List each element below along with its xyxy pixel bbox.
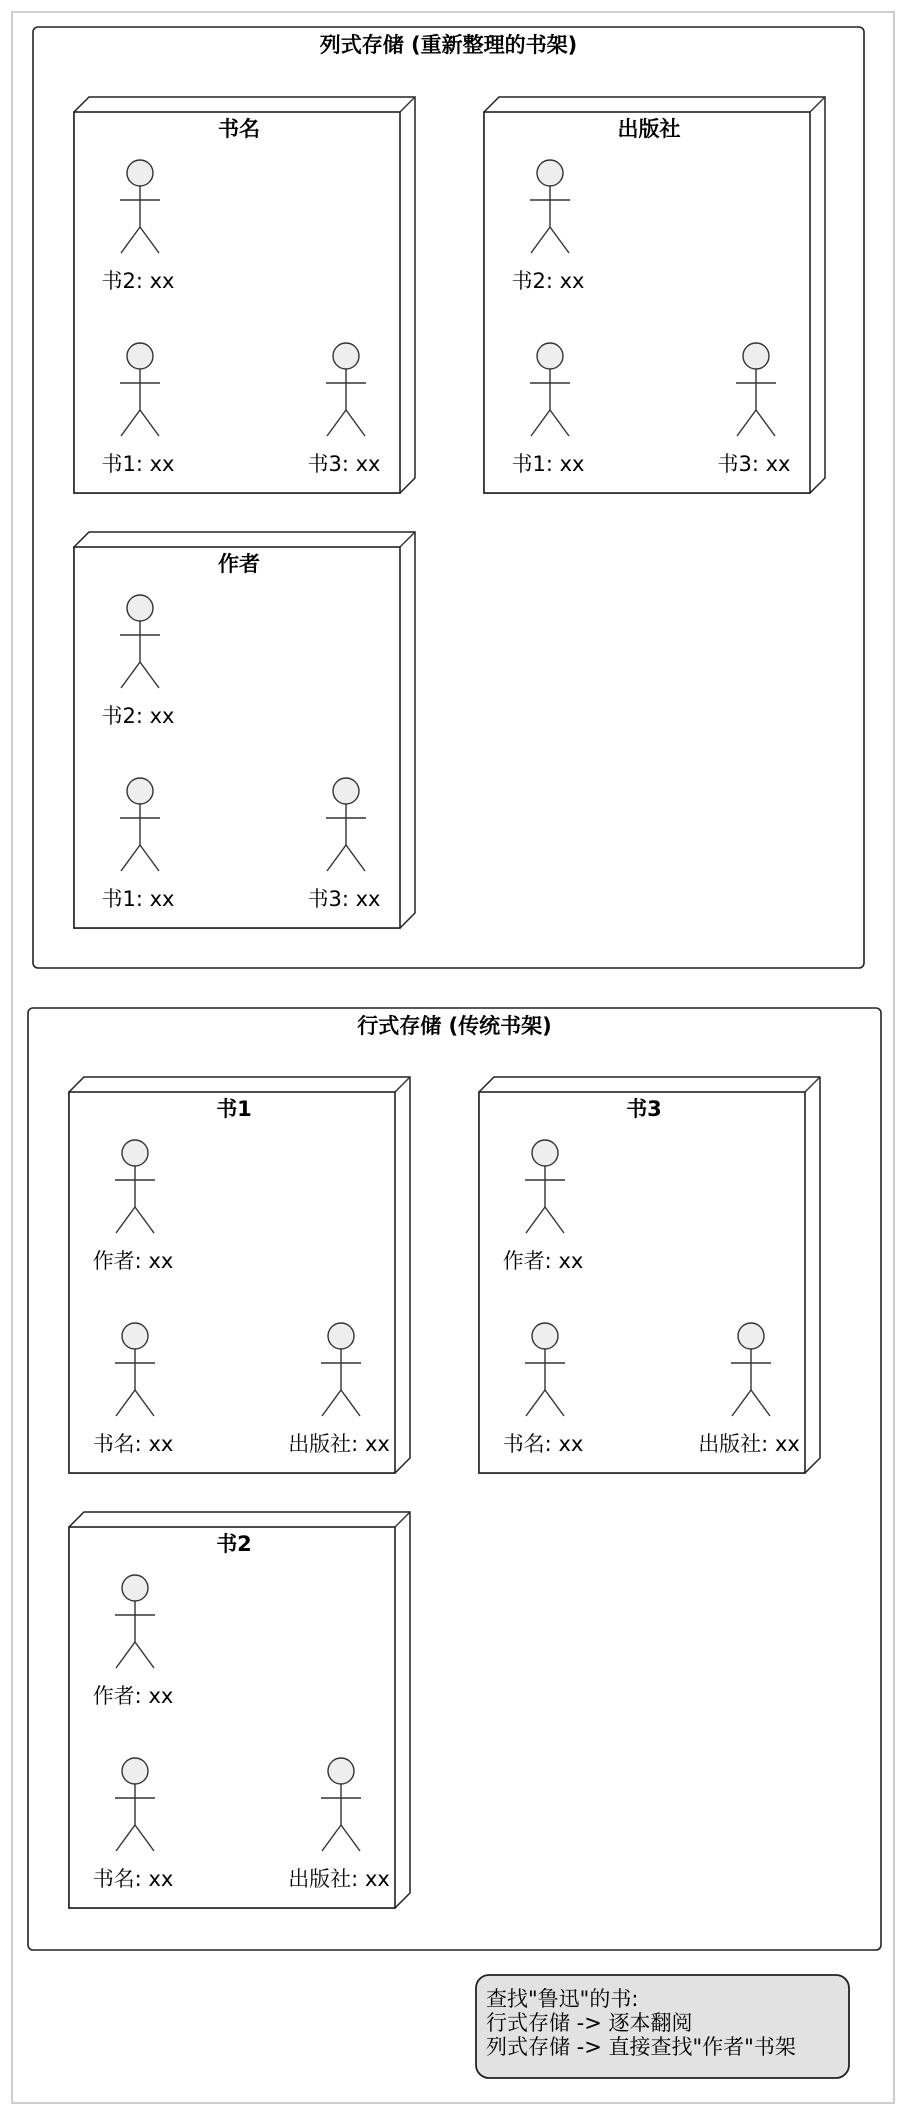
actor-label: 作者: xx bbox=[92, 1249, 174, 1273]
actor-label: 书1: xx bbox=[101, 452, 175, 476]
actor-label: 出版社: xx bbox=[698, 1432, 800, 1456]
node-title: 书名 bbox=[218, 117, 260, 141]
node-box bbox=[479, 1092, 805, 1473]
node-box bbox=[74, 112, 400, 493]
actor-label: 作者: xx bbox=[92, 1684, 174, 1708]
node-row-shu3 bbox=[479, 1077, 820, 1473]
actor-head bbox=[122, 1323, 148, 1349]
note-line-2: 行式存储 -> 逐本翻阅 bbox=[486, 2011, 693, 2035]
package-title: 列式存储 (重新整理的书架) bbox=[319, 33, 578, 57]
node-row-shu2 bbox=[69, 1512, 410, 1908]
node-box bbox=[74, 547, 400, 928]
actor-head bbox=[532, 1323, 558, 1349]
package-row bbox=[28, 1008, 881, 1950]
node-title: 作者 bbox=[218, 552, 260, 576]
node-col-zuozhe bbox=[74, 532, 415, 928]
actor-head bbox=[127, 343, 153, 369]
package-title: 行式存储 (传统书架) bbox=[357, 1014, 552, 1038]
actor-label: 出版社: xx bbox=[288, 1867, 390, 1891]
package-col bbox=[33, 27, 864, 968]
node-col-chubanshe bbox=[484, 97, 825, 493]
actor-head bbox=[127, 778, 153, 804]
node-title: 书2 bbox=[216, 1532, 252, 1556]
node-title: 书3 bbox=[626, 1097, 662, 1121]
actor-head bbox=[738, 1323, 764, 1349]
actor-label: 书1: xx bbox=[101, 887, 175, 911]
node-col-shuming bbox=[74, 97, 415, 493]
actor-label: 书3: xx bbox=[717, 452, 791, 476]
actor-head bbox=[122, 1575, 148, 1601]
actor-head bbox=[537, 160, 563, 186]
actor-label: 书名: xx bbox=[92, 1867, 174, 1891]
actor-head bbox=[532, 1140, 558, 1166]
actor-head bbox=[127, 160, 153, 186]
actor-label: 书2: xx bbox=[101, 704, 175, 728]
actor-head bbox=[328, 1323, 354, 1349]
actor-head bbox=[127, 595, 153, 621]
note bbox=[476, 1975, 849, 2078]
actor-head bbox=[333, 343, 359, 369]
actor-label: 出版社: xx bbox=[288, 1432, 390, 1456]
actor-label: 作者: xx bbox=[502, 1249, 584, 1273]
actor-head bbox=[537, 343, 563, 369]
note-line-3: 列式存储 -> 直接查找"作者"书架 bbox=[486, 2035, 796, 2059]
actor-label: 书3: xx bbox=[307, 887, 381, 911]
node-title: 出版社 bbox=[617, 117, 681, 141]
actor-head bbox=[328, 1758, 354, 1784]
actor-label: 书2: xx bbox=[511, 269, 585, 293]
actor-head bbox=[122, 1758, 148, 1784]
actor-label: 书名: xx bbox=[502, 1432, 584, 1456]
actor-label: 书名: xx bbox=[92, 1432, 174, 1456]
actor-head bbox=[122, 1140, 148, 1166]
node-title: 书1 bbox=[216, 1097, 252, 1121]
node-row-shu1 bbox=[69, 1077, 410, 1473]
actor-label: 书3: xx bbox=[307, 452, 381, 476]
actor-head bbox=[743, 343, 769, 369]
note-line-1: 查找"鲁迅"的书: bbox=[486, 1987, 639, 2011]
node-box bbox=[69, 1527, 395, 1908]
actor-head bbox=[333, 778, 359, 804]
actor-label: 书1: xx bbox=[511, 452, 585, 476]
actor-label: 书2: xx bbox=[101, 269, 175, 293]
node-box bbox=[69, 1092, 395, 1473]
node-box bbox=[484, 112, 810, 493]
